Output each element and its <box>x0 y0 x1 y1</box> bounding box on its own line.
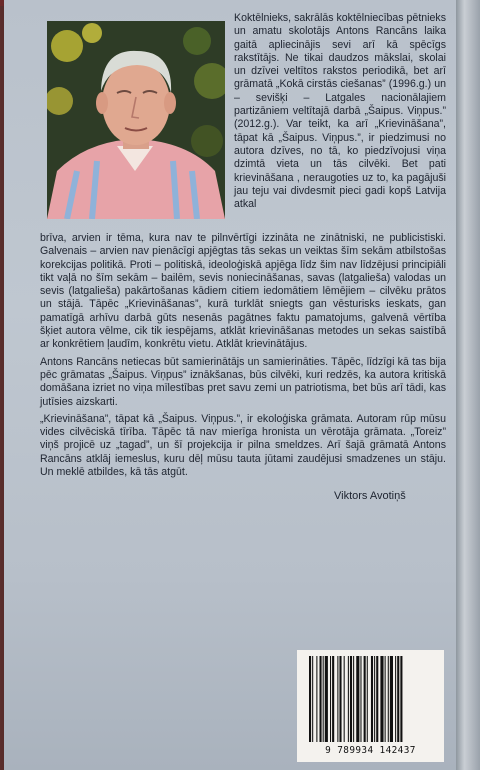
barcode-bar <box>400 656 402 742</box>
barcode-bar <box>332 656 334 742</box>
barcode-bar <box>320 656 322 742</box>
barcode-bar <box>360 656 361 742</box>
barcode-bar <box>309 656 311 742</box>
barcode-bar <box>395 656 396 742</box>
barcode-bar <box>376 656 378 742</box>
barcode-bar <box>356 656 359 742</box>
author-portrait-image <box>47 21 225 219</box>
barcode-bar <box>390 656 393 742</box>
barcode-bar <box>348 656 349 742</box>
barcode-bar <box>374 656 375 742</box>
barcode-bar <box>316 656 317 742</box>
barcode-bar <box>323 656 324 742</box>
text-column-right <box>234 12 446 215</box>
barcode-bar <box>339 656 341 742</box>
barcode-bar <box>312 656 313 742</box>
intro-paragraph: Koktēlnieks, sakrālās koktēlniecības pētnieks un amatu skolotājs Antons Rancāns laika gaitā apliecinājis sevi arī kā spēcīgs rakstītājs. Ne tikai daudzos mākslai, skolai un dzīvei veltītos rakstos periodikā, bet arī grāmatā „Kokā cirstās ciešanas” (1996.g.) un – sevišķi – Latgales nacionālajiem partizāniem veltītajā darbā „Šaipus. Viņpus.” (2012.g.). Var teikt, ka arī „Krievināšana”, tāpat kā „Šaipus. Viņpus.”, ir piedzimusi no autora dzīves, no tā, ko piedzīvojusi viņa dzimtā vieta un tās cilvēki. Bet pati krievināšana , neraugoties uz to, ka pagājuši jau teju vai divdesmit pieci gadi kopš Latvija atkal <box>234 12 446 211</box>
barcode-bar <box>371 656 373 742</box>
text-column-full <box>40 232 446 483</box>
paragraph-2: Antons Rancāns netiecas būt samierinātājs un samierināties. Tāpēc, līdzīgi kā tas bija pēc grāmatas „Šaipus. Viņpus” iznākšanas, būs cilvēki, kuri redzēs, ka autora kritiskā domāšana izriet no viņa mīlestības pret savu zemi un patriotisma, bet būs arī tādi, kas jutīsies aizskarti. <box>40 355 446 408</box>
book-spine-edge <box>456 0 480 770</box>
paragraph-3: „Krievināšana”, tāpat kā „Šaipus. Viņpus.”, ir ekoloģiska grāmata. Autoram rūp mūsu vides cilvēciskā tīrība. Tāpēc tā nav mierīga hronista un vērotāja grāmata. „Toreiz” viņš projicē uz „tagad”, un šī projekcija ir pilna smeldzes. Arī šajā grāmatā Antons Rancāns atklāj iemeslus, kuru dēļ mūsu tauta jūtami zaudējusi smadzenes un stāju. Un meklē atbildes, kā tās atgūt. <box>40 412 446 479</box>
barcode-bar <box>388 656 389 742</box>
barcode-bar <box>364 656 366 742</box>
barcode-bar <box>385 656 386 742</box>
barcode-bar <box>330 656 331 742</box>
barcode-bar <box>367 656 368 742</box>
review-signature: Viktors Avotiņš <box>334 490 406 502</box>
barcode-bar <box>350 656 352 742</box>
isbn-barcode <box>297 650 444 762</box>
author-photo <box>47 21 225 219</box>
paragraph-1-continued: brīva, arvien ir tēma, kura nav te pilnvērtīgi izzināta ne zinātniski, ne publicistiski. Galvenais – arvien nav pienācīgi apjēgtas tās sekas un veiktas šīm sekām atbilstošas korekcijas politikā. Proti – politiskā, ideoloģiskā apjēga līdz šim nav līdzējusi principiāli tikt vaļā no šīm sekām – bailēm, sevis noniecināšanas, savas (latgalieša) valodas un sevis (latgalieša) pakārtošanas kādiem citiem iedomātiem lēmējiem – cilvēku prātos un stājā. Tāpēc „Krievināšanas”, kurā turklāt sniegts gan vēsturisks ieskats, gan pamatīgā arhīvu darbā gūts nesenās pagātnes faktu pamatojums, galvenā vērtība šķiet autora vēlme, cik tik iespējams, atklāt krievināšanas metodes un sekas saistībā ar konkrētiem ļaudīm, konkrētu vietu. Atklāt krievinātājus. <box>40 232 446 351</box>
isbn-number: 9 789934 142437 <box>325 745 416 756</box>
barcode-bars <box>297 650 444 745</box>
barcode-bar <box>353 656 354 742</box>
barcode-bar <box>344 656 345 742</box>
barcode-bar <box>325 656 328 742</box>
barcode-bar <box>337 656 338 742</box>
barcode-bar <box>380 656 383 742</box>
barcode-bar <box>397 656 399 742</box>
